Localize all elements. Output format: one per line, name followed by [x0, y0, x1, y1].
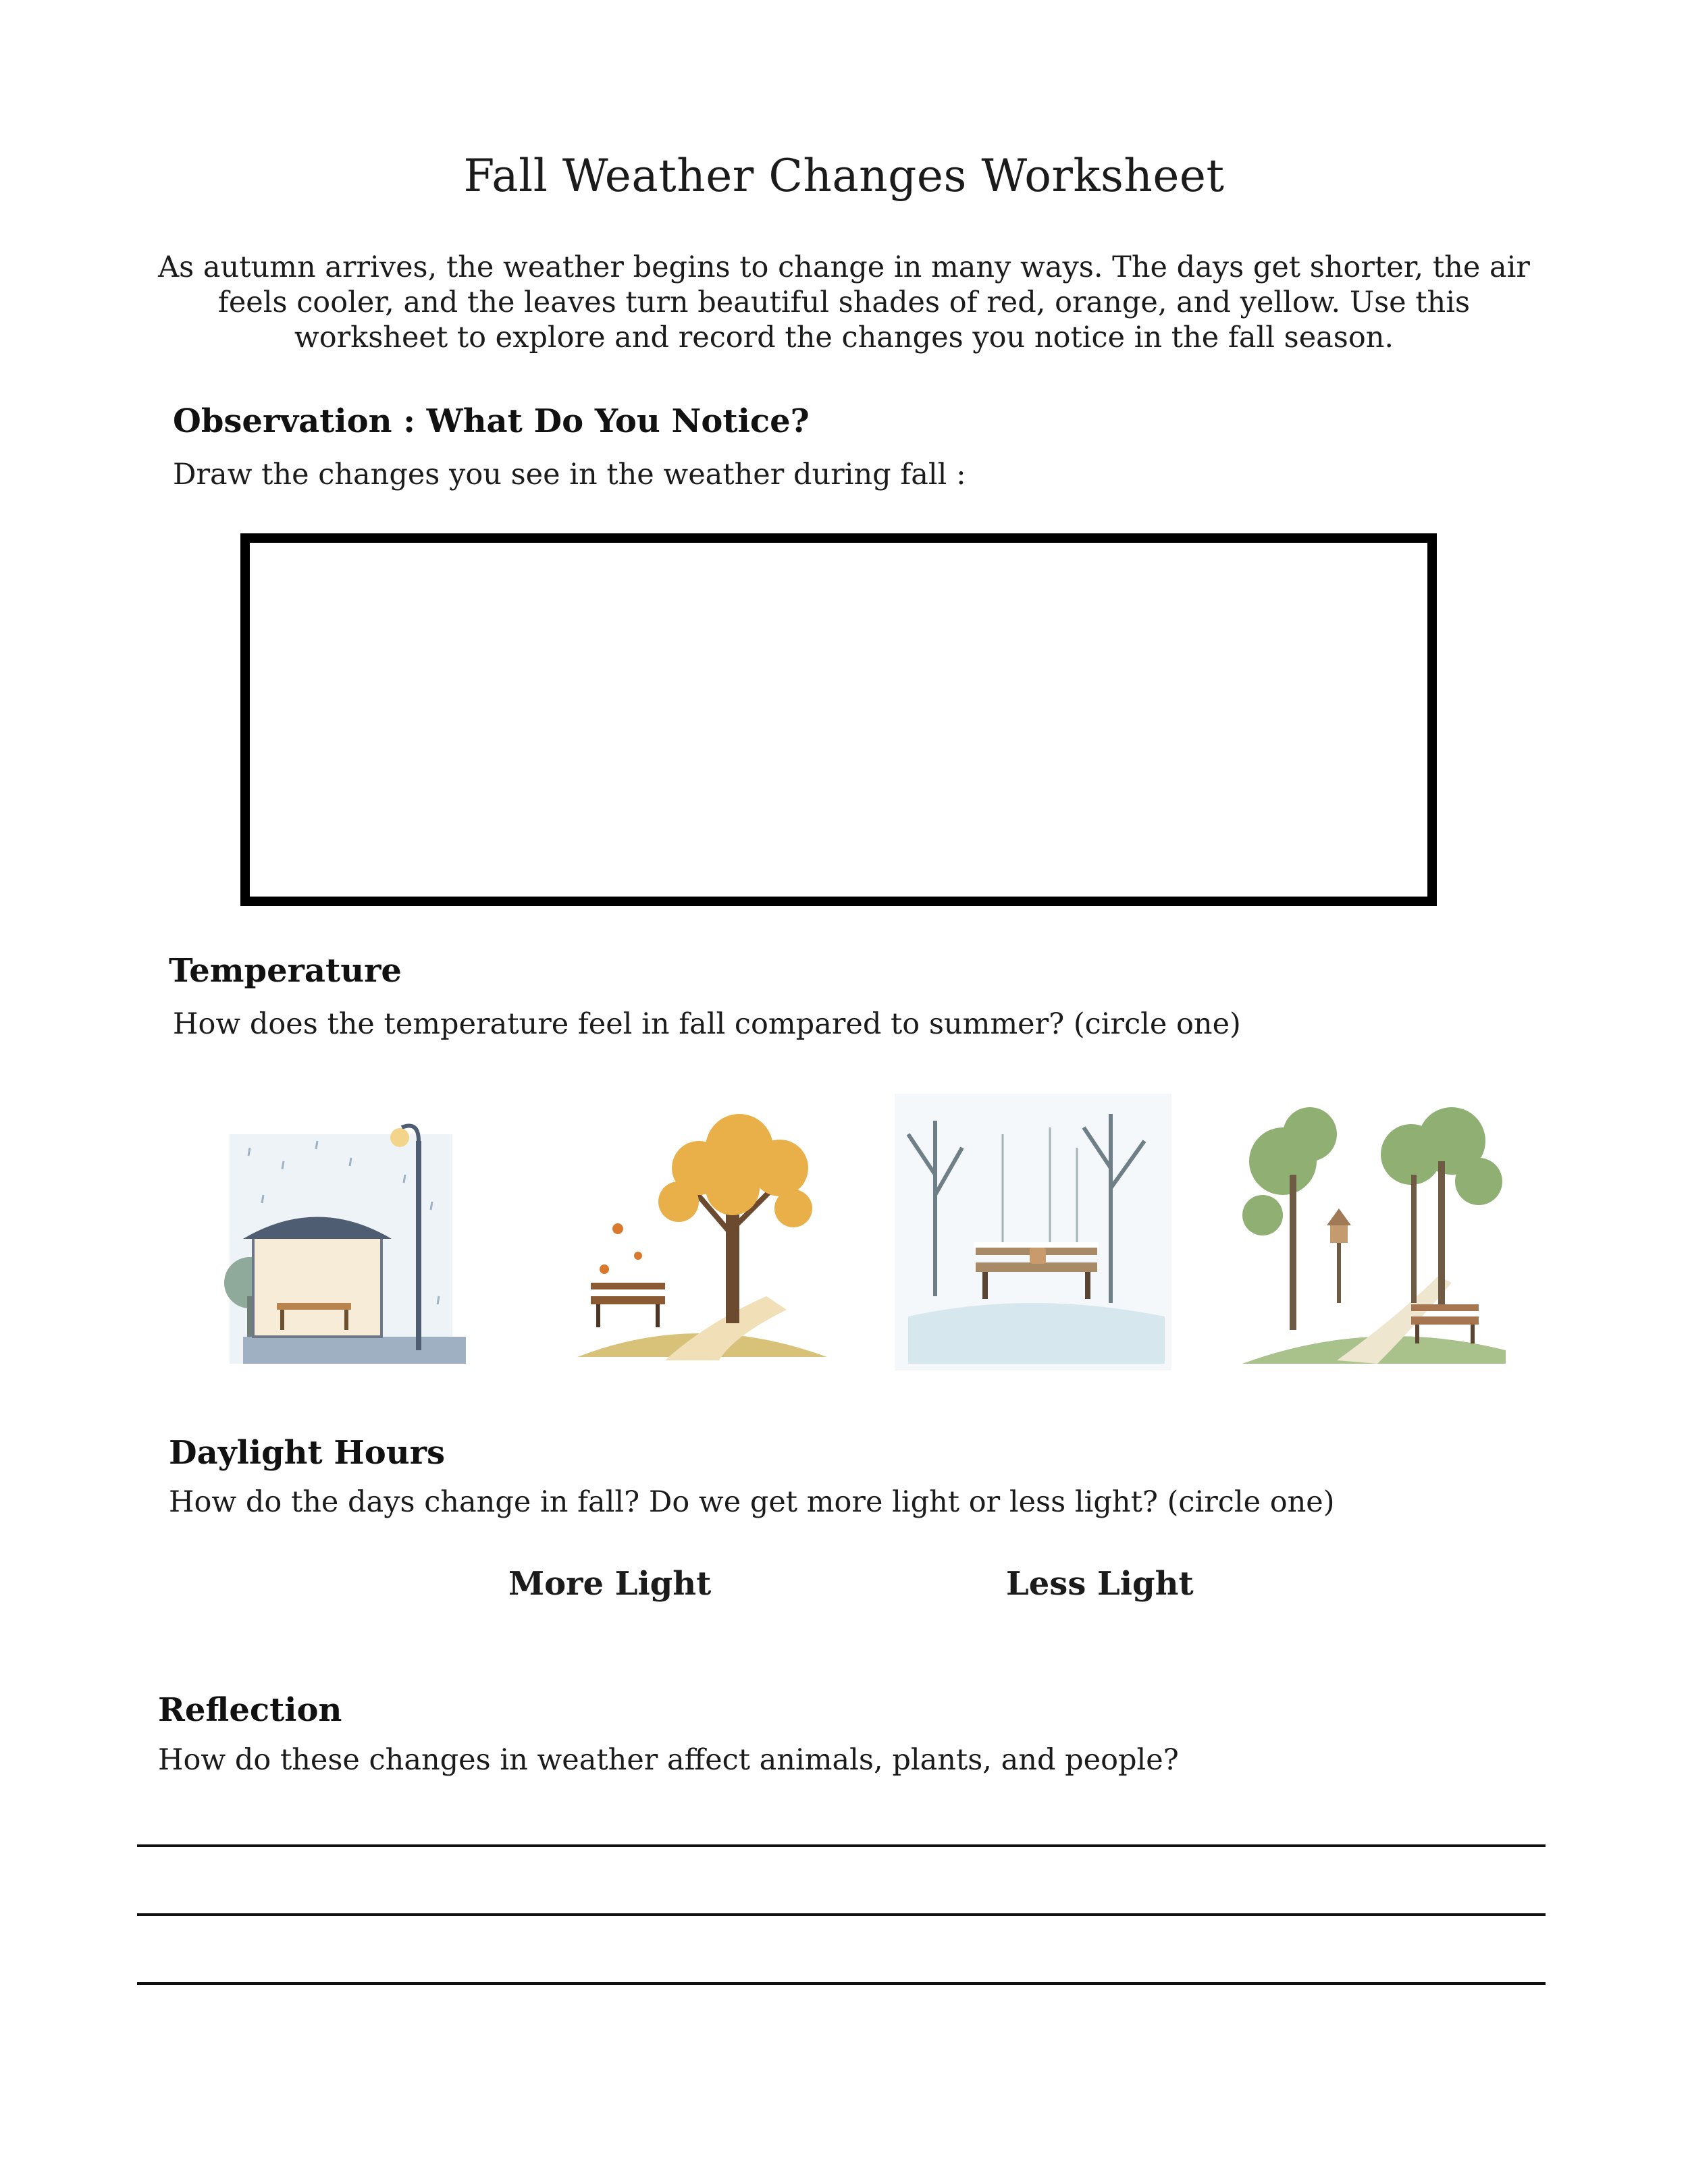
- answer-line-1[interactable]: [137, 1844, 1546, 1847]
- reflection-heading: Reflection: [158, 1691, 342, 1729]
- temperature-heading: Temperature: [169, 952, 402, 990]
- page-title: Fall Weather Changes Worksheet: [463, 150, 1225, 202]
- observation-prompt: Draw the changes you see in the weather during fall :: [173, 458, 966, 491]
- less-light-option[interactable]: Less Light: [1006, 1565, 1194, 1603]
- temperature-prompt: How does the temperature feel in fall compared to summer? (circle one): [173, 1007, 1241, 1041]
- snowy-bench-illustration[interactable]: [895, 1094, 1171, 1370]
- daylight-prompt: How do the days change in fall? Do we get more light or less light? (circle one): [169, 1485, 1335, 1519]
- answer-line-3[interactable]: [137, 1982, 1546, 1985]
- answer-line-2[interactable]: [137, 1913, 1546, 1916]
- summer-park-illustration[interactable]: [1236, 1094, 1512, 1370]
- observation-heading: Observation : What Do You Notice?: [173, 402, 810, 440]
- more-light-option[interactable]: More Light: [508, 1565, 712, 1603]
- reflection-prompt: How do these changes in weather affect animals, plants, and people?: [158, 1743, 1179, 1777]
- autumn-tree-bench-illustration[interactable]: [564, 1094, 841, 1370]
- intro-paragraph: As autumn arrives, the weather begins to change in many ways. The days get shorter, the air feels cooler, and the leaves turn beautiful shades of red, orange, and yellow. Use this worksheet to explore and record the changes you notice in the fall season.: [158, 250, 1530, 354]
- daylight-heading: Daylight Hours: [169, 1434, 446, 1472]
- drawing-box[interactable]: [240, 533, 1437, 906]
- rainy-bus-stop-illustration[interactable]: [203, 1094, 479, 1370]
